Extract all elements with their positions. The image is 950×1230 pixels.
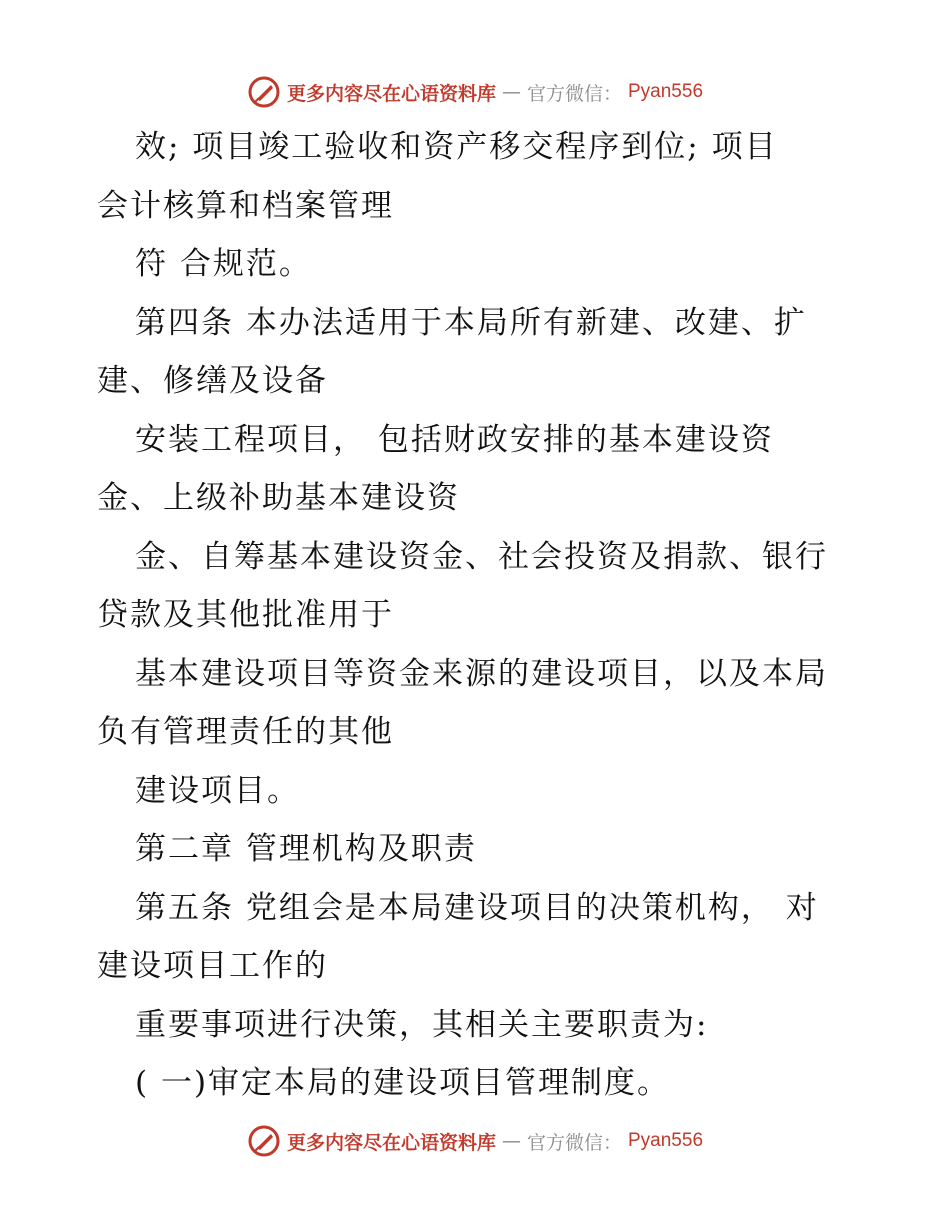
text-line: 基本建设项目等资金来源的建设项目，以及本局 (135, 655, 828, 692)
watermark-main-text: 更多内容尽在心语资料库 (286, 82, 496, 105)
article-heading-line: 第四条 本办法适用于本局所有新建、改建、扩 (135, 304, 807, 341)
text-line: 重要事项进行决策，其相关主要职责为: (135, 1006, 709, 1043)
list-item: ( 一)审定本局的建设项目管理制度。 (135, 1065, 671, 1101)
watermark-channel-label: 官方微信： (526, 82, 622, 105)
document-body (97, 118, 857, 1113)
watermark-channel-id: Pyan556 (628, 81, 704, 102)
watermark-channel-id: Pyan556 (628, 1130, 704, 1151)
watermark-channel-label: 官方微信： (526, 1131, 622, 1154)
text-line: 金、自筹基本建设资金、社会投资及捐款、银行 (135, 538, 828, 575)
watermark-main-text: 更多内容尽在心语资料库 (286, 1131, 496, 1154)
chapter-heading: 第二章 管理机构及职责 (135, 831, 477, 867)
article-heading-line: 第五条 党组会是本局建设项目的决策机构， 对 (135, 889, 819, 926)
text-line: 安装工程项目， 包括财政安排的基本建设资 (135, 421, 774, 458)
quill-logo-icon (247, 75, 281, 109)
watermark-footer (0, 1121, 950, 1161)
watermark-separator: — (501, 81, 521, 103)
text-line: 符 合规范。 (135, 246, 312, 282)
quill-logo-icon (247, 1124, 281, 1158)
watermark-header (0, 72, 950, 112)
text-line: 效; 项目竣工验收和资产移交程序到位; 项目 (135, 129, 778, 165)
text-line: 会计核算和档案管理 (97, 187, 394, 224)
text-line: 负有管理责任的其他 (97, 714, 394, 750)
text-line: 贷款及其他批准用于 (97, 597, 394, 633)
text-line: 金、上级补助基本建设资 (97, 480, 460, 516)
watermark-separator: — (501, 1130, 521, 1152)
text-line: 建、修缮及设备 (97, 363, 328, 399)
text-line: 建设项目。 (135, 772, 300, 809)
text-line: 建设项目工作的 (97, 948, 328, 984)
